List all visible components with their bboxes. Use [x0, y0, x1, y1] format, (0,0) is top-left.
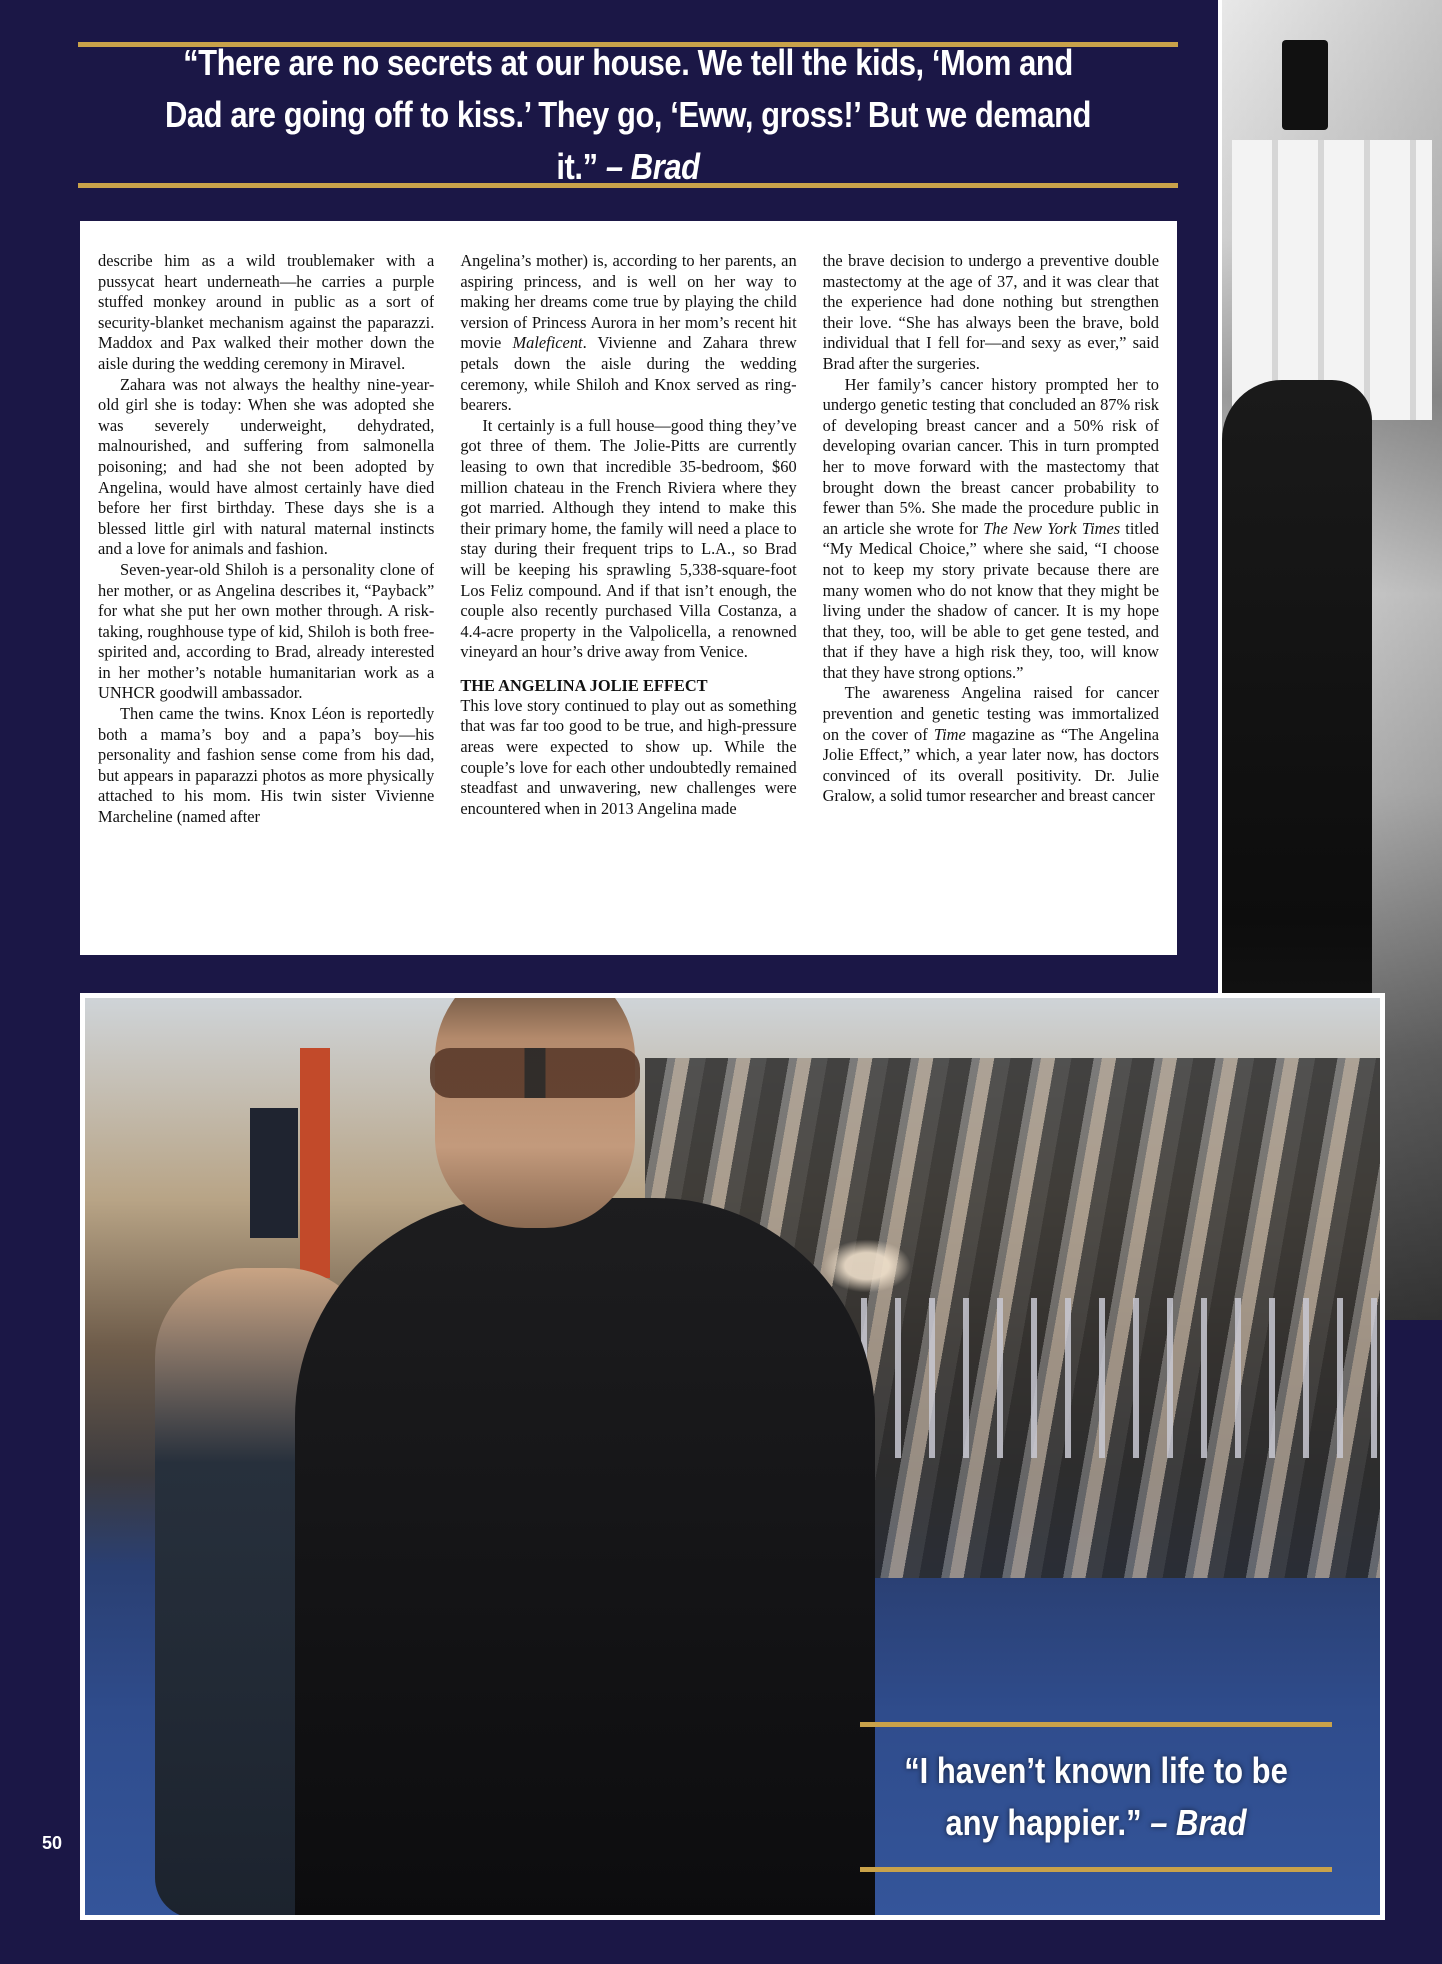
- paragraph: It certainly is a full house—good thing they’ve got three of them. The Jolie-Pitts are currently leasing to own that incredible 35-bedroom, $60 million chateau in the French Riviera where they got married. Although they intend to make this their primary home, the family will need a place to stay during their frequent trips to L.A., so Brad will be keeping his sprawling 5,338-square-foot Los Feliz compound. And if that isn’t enough, the couple also recently purchased Villa Costanza, a 4.4-acre property in the Valpolicella, a renowned vineyard an hour’s drive away from Venice.: [460, 415, 797, 662]
- page-number: 50: [42, 1833, 63, 1853]
- building-shape: [1232, 140, 1432, 420]
- sunglasses-shape: [430, 1048, 640, 1098]
- banner-shape: [300, 1048, 330, 1278]
- banner-shape: [250, 1108, 298, 1238]
- pull-quote-bottom: [860, 1722, 1332, 1872]
- man-head-shape: [435, 993, 635, 1228]
- paragraph: Her family’s cancer history prompted her to undergo genetic testing that concluded an 87% risk of developing breast cancer and a 50% risk of developing ovarian cancer. This in turn prompted her to move forward with the mastectomy that brought down the breast cancer probability to fewer than 5%. She made the procedure public in an article she wrote for The New York Times titled “My Medical Choice,” where she said, “I choose not to keep my story private because there are many women who do not know that they might be living under the shadow of cancer. It is my hope that they, too, will be able to get gene tested, and that if they have a high risk they, too, will know that they have strong options.”: [822, 374, 1159, 682]
- pull-quote-top-text: “There are no secrets at our house. We tell the kids, ‘Mom and Dad are going off to kiss.’ They go, ‘Eww, gross!’ But we demand it.”: [164, 42, 1092, 187]
- paragraph: the brave decision to undergo a preventive double mastectomy at the age of 37, and it was clear that the experience had done nothing but strengthen their love. “She has always been the brave, bold individual that I fell for—and sexy as ever,” said Brad after the surgeries.: [822, 251, 1159, 373]
- pull-quote-bottom-text: “I haven’t known life to be any happier.”: [904, 1750, 1288, 1843]
- section-heading: THE ANGELINA JOLIE EFFECT: [460, 675, 708, 695]
- paragraph: Zahara was not always the healthy nine-year-old girl she is today: When she was adopted she was severely underweight, dehydrated, malnourished, and suffering from salmonella poisoning; and had she not been adopted by Angelina, would have almost certainly have died before her first birthday. These days she is a blessed little girl with natural maternal instincts and a love for animals and fashion.: [98, 374, 435, 559]
- article-body: [80, 221, 1177, 955]
- article-column-2: [460, 251, 796, 955]
- pull-quote-top-attribution: – Brad: [605, 146, 700, 187]
- article-column-3: [823, 251, 1159, 955]
- pull-quote-top: [78, 42, 1178, 188]
- paragraph: Angelina’s mother) is, according to her parents, an aspiring princess, and is well on her way to making her dreams come true by playing the child version of Princess Aurora in her mom’s recent hit movie Maleficent. Vivienne and Zahara threw petals down the aisle during the wedding ceremony, while Shiloh and Knox served as ring-bearers.: [460, 251, 797, 415]
- man-figure-shape: [295, 1198, 875, 1920]
- pull-quote-bottom-attribution: – Brad: [1150, 1802, 1247, 1843]
- paragraph: Seven-year-old Shiloh is a personality clone of her mother, or as Angelina describes it, “Payback” for what she put her own mother through. A risk-taking, roughhouse type of kid, Shiloh is both free-spirited and, according to Brad, already interested in her mother’s notable humanitarian work as a UNHCR goodwill ambassador.: [98, 559, 435, 703]
- paragraph: describe him as a wild troublemaker with a pussycat heart underneath—he carries a purple stuffed monkey around in public as a sort of security-blanket mechanism against the paparazzi. Maddox and Pax walked their mother down the aisle during the wedding ceremony in Miravel.: [98, 251, 435, 373]
- article-column-1: [98, 251, 434, 955]
- paragraph: The awareness Angelina raised for cancer prevention and genetic testing was immortalized on the cover of Time magazine as “The Angelina Jolie Effect,” which, a year later now, has doctors convinced of its overall positivity. Dr. Julie Gralow, a solid tumor researcher and breast cancer: [822, 683, 1159, 806]
- traffic-signal-shape: [1282, 40, 1328, 130]
- paragraph: This love story continued to play out as something that was far too good to be true, and high-pressure areas were expected to show up. While the couple’s love for each other undoubtedly remained steadfast and unwavering, new challenges were encountered when in 2013 Angelina made: [460, 695, 797, 818]
- paragraph: Then came the twins. Knox Léon is reportedly both a mama’s boy and a papa’s boy—his personality and fashion sense come from his dad, but appears in paparazzi photos as more physically attached to his mom. His twin sister Vivienne Marcheline (named after: [98, 704, 435, 827]
